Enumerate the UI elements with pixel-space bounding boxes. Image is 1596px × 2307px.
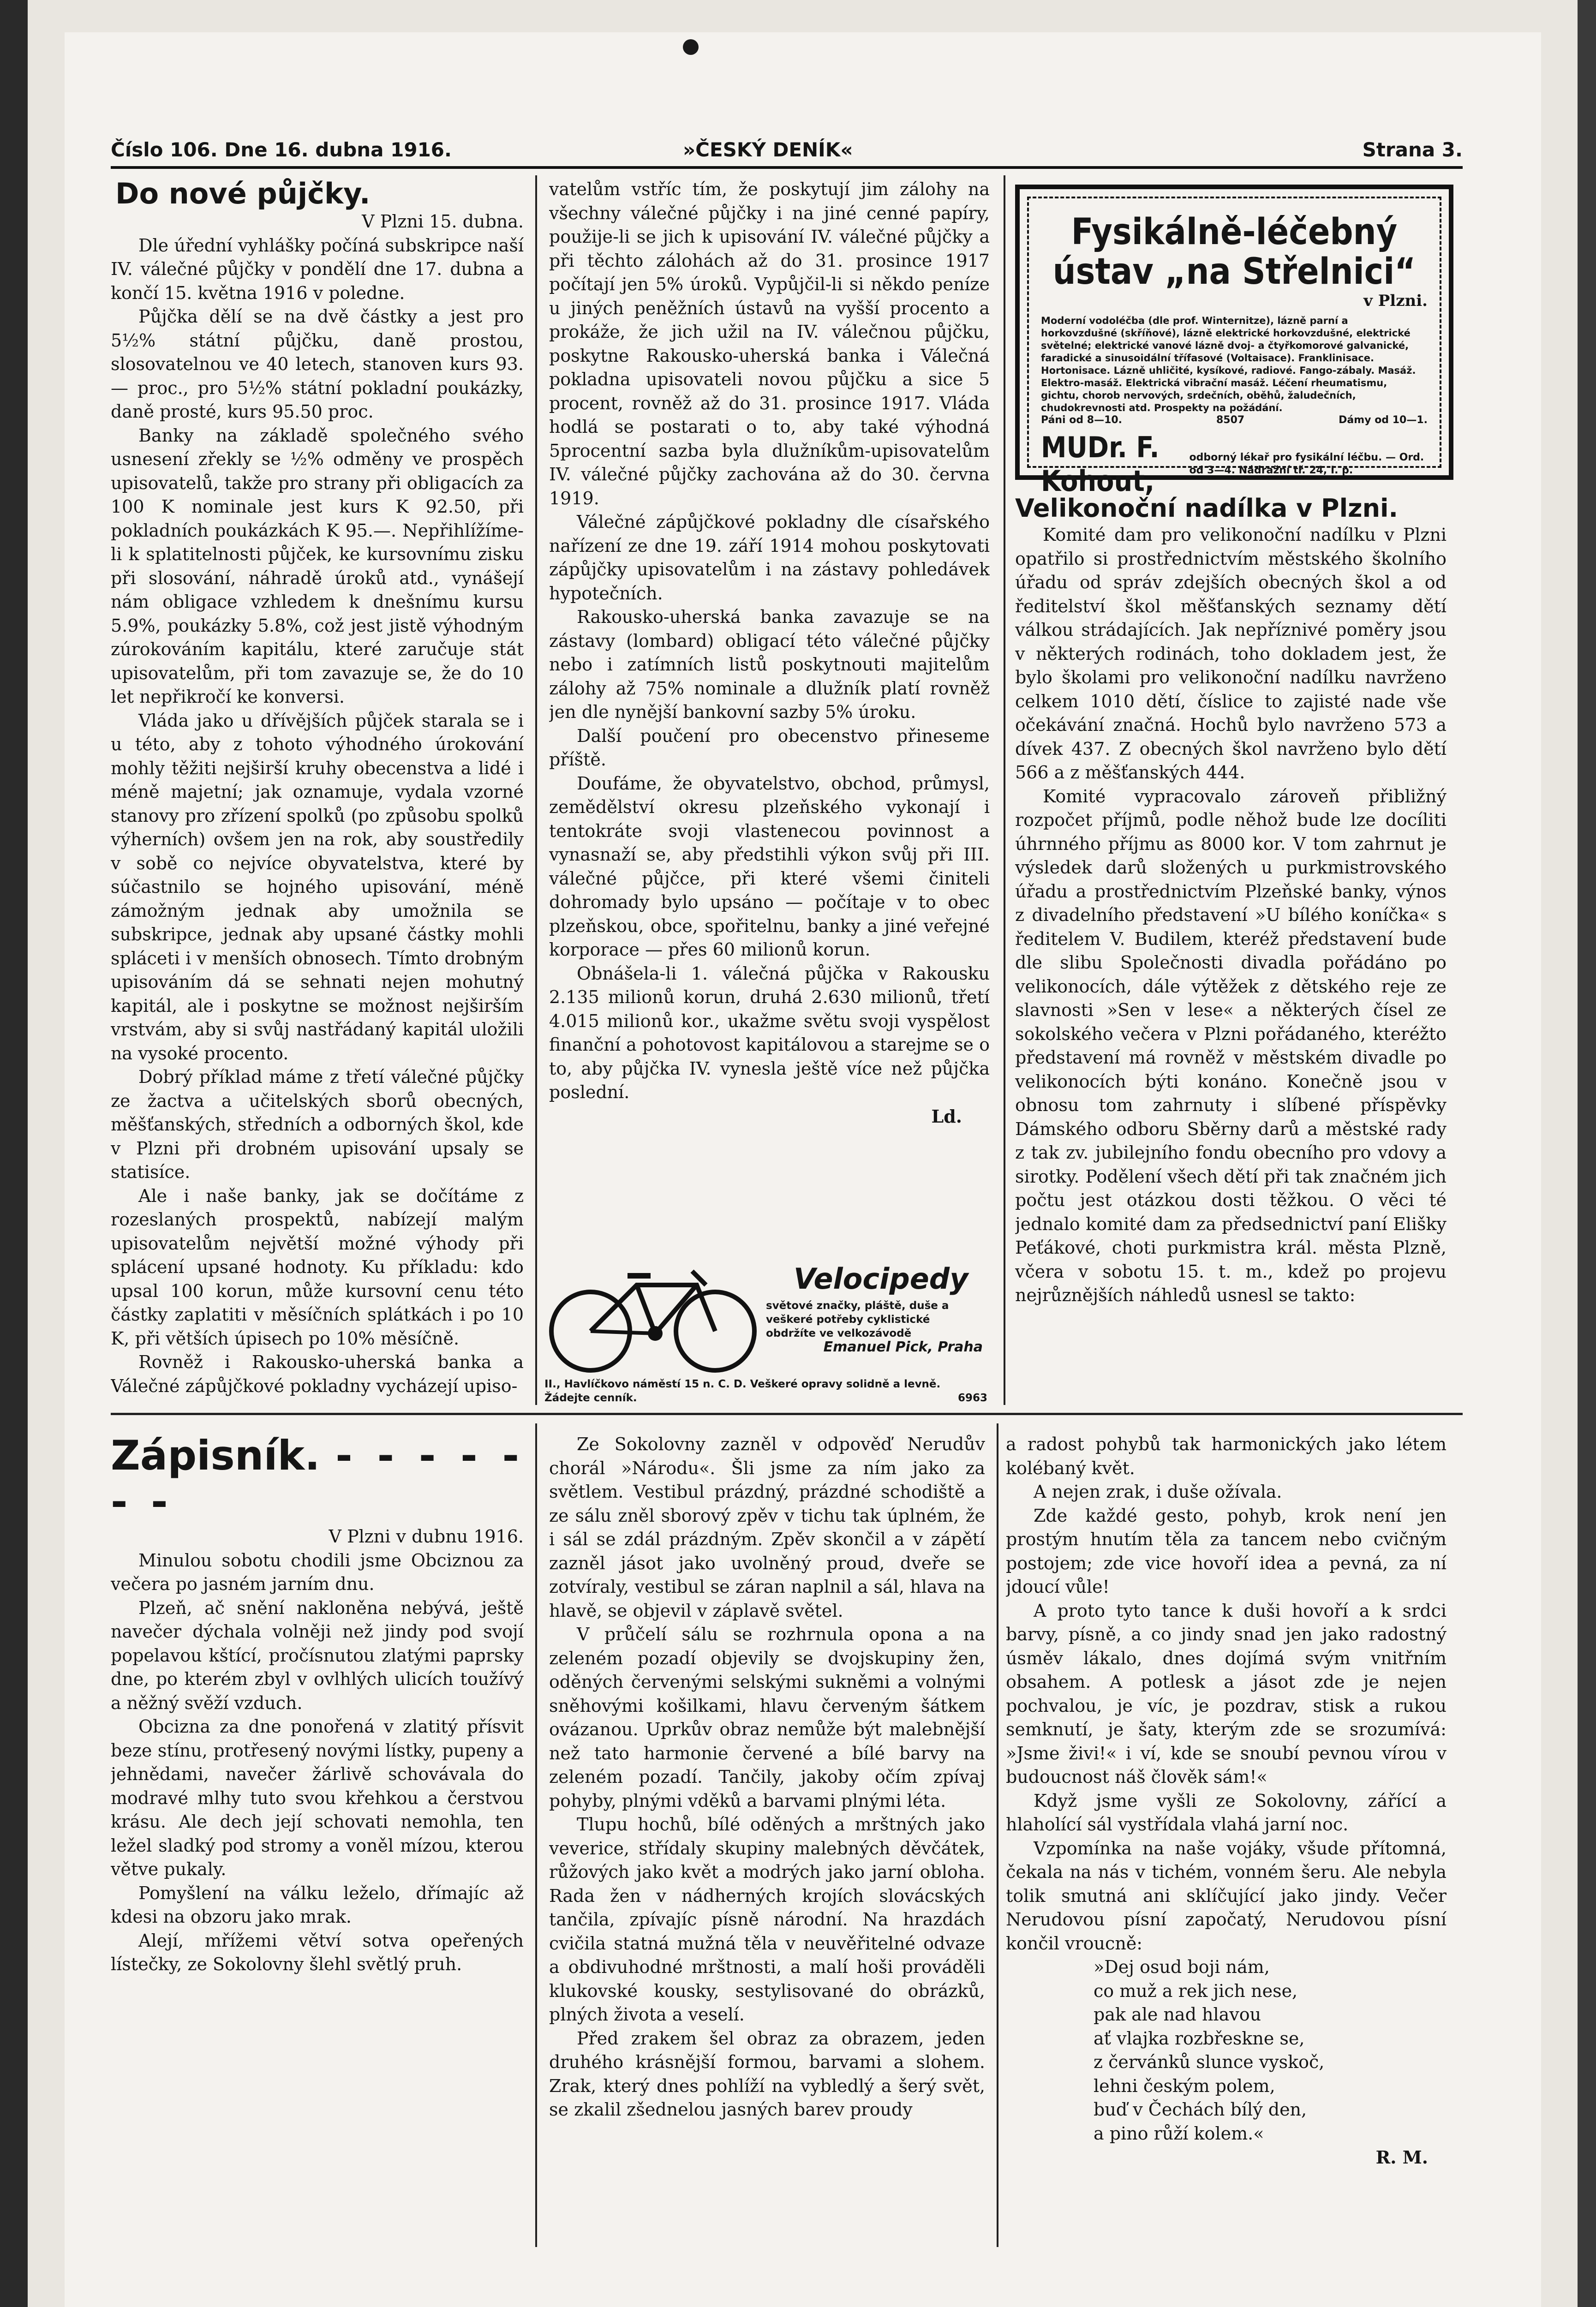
hours-women: Dámy od 10—1.	[1339, 414, 1428, 426]
paragraph: Půjčka dělí se na dvě částky a jest pro 5½% státní půjčku, daně prostou, slosovatelnou ve 40 letech, stanoven kurs 93.— proc., pro 5½% státní pokladní poukázky, daně prosté, kurs 95.50 proc.	[111, 306, 524, 422]
doctor-info: odborný lékař pro fysikální léčbu. — Ord. od 3—4. Nádražní tř. 24, I. p.	[1189, 452, 1424, 476]
dateline: V Plzni 15. dubna.	[362, 211, 524, 232]
column-rule	[535, 1423, 537, 2247]
article-loan-continued	[549, 178, 990, 1243]
scan-edge-left	[0, 0, 28, 2307]
ad-hours	[1041, 414, 1428, 426]
poem	[1006, 1955, 1447, 2146]
paragraph: Dle úřední vyhlášky počíná subskripce naší IV. válečné půjčky v pondělí dne 17. dubna a končí 15. května 1916 v poledne.	[111, 235, 524, 303]
paragraph: Alejí, mřížemi větví sotva opeřených lístečky, ze Sokolovny šlehl světlý pruh.	[111, 1930, 524, 1974]
paragraph: Ze Sokolovny zazněl v odpověď Nerudův chorál »Národu«. Šli jsme za ním jako za světlem. Vestibul prázdný, prázdné schodiště a ze sálu zněl sborový zpěv v tichu tak úplném, že i sál se zdál prázdným. Zpěv skončil a v zápětí zazněl jásot jako uvolněný proud, dveře se zotvíraly, vestibul se záran naplnil a sál, hlava na hlavě, se objevil v záplavě světel.	[549, 1434, 985, 1621]
article-title	[111, 1433, 524, 1525]
paragraph: Rovněž i Rakousko-uherská banka a Válečné zápůjčkové pokladny vycházejí upiso-	[111, 1352, 524, 1396]
bicycle-icon	[544, 1257, 766, 1377]
signature: R. M.	[1375, 2147, 1428, 2168]
paragraph: Minulou sobotu chodili jsme Obciznou za večera po jasném jarním dnu.	[111, 1550, 524, 1594]
poem-line: »Dej osud boji nám,	[1094, 1957, 1270, 1977]
title-dashes: - - - - - - -	[111, 1433, 524, 1525]
poem-line: buď v Čechách bílý den,	[1094, 2099, 1307, 2120]
spa-advertisement	[1015, 185, 1453, 498]
ad-code: 6963	[957, 1392, 987, 1404]
paragraph: Válečné zápůjčkové pokladny dle císařského nařízení ze dne 19. září 1914 mohou poskytovati zápůjčky upisovatelům i na zástavy pohledávek hypotečních.	[549, 512, 990, 604]
paragraph: Zde každé gesto, pohyb, krok není jen prostým hnutím těla za tancem nebo cvičným postojem; zde vice hovoří idea a pevná, za ní jdoucí vůle!	[1006, 1505, 1447, 1597]
poem-line: pak ale nad hlavou	[1094, 2004, 1261, 2025]
column-rule	[997, 1423, 998, 2247]
ad-footer	[544, 1377, 987, 1405]
paragraph: Komité dam pro velikonoční nadílku v Plzni opatřilo si prostřednictvím městského školního úřadu od správ zdejších obecných škol a od ředitelství škol měšťanských seznamy dětí válkou strádajících. Jak nepříznivé poměry jsou v některých rodinách, toho dokladem jest, že bylo školami pro velikonoční nadílku navrženo celkem 1010 dětí, číslice to zajisté nade vše očekávání značná. Hochů bylo navrženo 573 a dívek 437. Z obecných škol navrženo bylo dětí 566 a z měšťanských 444.	[1015, 525, 1447, 783]
ad-title: Velocipedy	[794, 1262, 968, 1296]
paragraph: vatelům vstříc tím, že poskytují jim zálohy na všechny válečné půjčky i na jiné cenné papíry, použije-li se jich k upisování IV. válečné půjčky a při těchto zálohách až do 31. prosince 1917 počítají jen 5% úroků. Vypůjčil-li si někdo peníze u jiných peněžních ústavů na vyšší procento a prokáže, že jich užil na IV. válečnou půjčku, poskytne Rakousko-uherská banka i Válečná pokladna upisovateli novou půjčku a sice 5 procent, rovněž až do 31. prosince 1917. Vláda hodlá se postarati o to, aby také výhodná 5procentní sazba byla dlužníkům-upisovatelům IV. válečné půjčky zachována až do 30. června 1919.	[549, 179, 990, 508]
poem-line: z červánků slunce vyskoč,	[1094, 2052, 1325, 2072]
hours-men: Páni od 8—10.	[1041, 414, 1123, 426]
poem-line: ať vlajka rozbřeskne se,	[1094, 2028, 1305, 2049]
paragraph: Další poučení pro obecenstvo přineseme příště.	[549, 725, 990, 770]
punch-hole	[683, 39, 699, 55]
poem-line: lehni českým polem,	[1094, 2075, 1275, 2096]
paragraph: Komité vypracovalo zároveň přibližný rozpočet příjmů, podle něhož bude lze docíliti úhrnného příjmu as 8000 kor. V tom zahrnut je výsledek darů složených u purkmistrovského úřadu a prostřednictvím Plzeňské banky, výnos z divadelního představení »U bílého koníčka« s ředitelem V. Budilem, kteréž představení bude dle slibu Společnosti divadla pořádáno po velikonocích, dále výtěžek z dětského reje ze slavnosti »Sen v lese« a některých čísel ze sokolského večera v Plzni pořádaného, kteréžto představení má rovněž v městském divadle po velikonocích býti konáno. Konečně jsou v obnosu tom zahrnuty i slíbené příspěvky Dámského odboru Sběrny darů a městské rady z tak zv. jubilejního fondu obecního pro vdovy a sirotky. Podělení všech dětí při tak značném jich počtu jest otázkou dosti těžkou. O věci té jednalo komité dam za předsednictví paní Elišky Peťákové, choti purkmistra král. města Plzně, včera v sobotu 15. t. m., kdež po projevu nejrůznějších náhledů usnesl se takto:	[1015, 786, 1447, 1305]
ad-address: II., Havlíčkovo náměstí 15 n. C. D. Veškeré opravy solidně a levně. Žádejte cenník.	[544, 1378, 941, 1404]
notebook-title: Zápisník.	[111, 1433, 320, 1479]
column-rule	[535, 175, 537, 1405]
paragraph: Vzpomínka na naše vojáky, všude přítomná, čekala na nás v tichém, vonném šeru. Ale nebyla tolik smutná ani sklíčující jako jindy. Večer Nerudovou písní započatý, Nerudovou písní končil vroucně:	[1006, 1838, 1447, 1954]
poem-line: co muž a rek jich nese,	[1094, 1980, 1298, 2001]
page-number: Strana 3.	[1362, 138, 1463, 161]
paragraph: Vláda jako u dřívějších půjček starala se i u této, aby z tohoto výhodného úrokování mohly těžiti nejširší kruhy obecenstva a lidé i méně majetní; jak oznamuje, vydala vzorné stanovy pro zřízení spolků (po způsobu spolků výherních) ovšem jen na rok, aby soustředily v sobě co nejvíce obyvatelstva, které by súčastnilo se hojného upisování, méně zámožným jednak aby umožnila se subskripce, jednak aby upsané částky mohli spláceti i v menších obnosech. Tímto drobným upisováním dá se sehnati nejen mohutný kapitál, ale i poskytne se možnost nejširším vrstvám, aby si svůj nastřádaný kapitál uložili na vysoké procento.	[111, 710, 524, 1064]
paragraph: Obnášela-li 1. válečná půjčka v Rakousku 2.135 milionů korun, druhá 2.630 milionů, třetí 4.015 milionů kor., ukažme světu svoji vyspělost finanční a pohotovost kapitálovou a starejme se o to, aby půjčka IV. vynesla ještě více než půjčka poslední.	[549, 963, 990, 1102]
ad-body	[766, 1299, 983, 1354]
paragraph: V průčelí sálu se rozhrnula opona a na zeleném pozadí objevily se dvojskupiny žen, oděných červenými selskými sukněmi a volnými sněhovými košilkami, hlavu červeným šátkem ovázanou. Uprkův obraz nemůže být malebnější než tato harmonie červené a bílé barvy na zeleném pozadí. Tančily, jakoby očím zpívaj pohyby, plnými vděků a barvami plnými léta.	[549, 1624, 985, 1811]
paragraph: Doufáme, že obyvatelstvo, obchod, průmysl, zemědělství okresu plzeňského vykonají i tentokráte svoji vlastenecou povinnost a vynasnaží se, aby předstihli výkon svůj při III. válečné půjčce, při které všemi činiteli dohromady bylo upsáno — počítaje v to obec plzeňskou, obce, spořitelnu, banky a jiné veřejné korporace — přes 60 milionů korun.	[549, 773, 990, 960]
paragraph: Banky na základě společného svého usnesení zřekly se ½% odměny ve prospěch upisovatelů, takže pro strany při obligacích za 100 K nominale jest kurs K 92.50, při pokladních poukázkách K 95.—. Nepřihlížíme-li k splatitelnosti půjček, ke kursovnímu zisku při slosování, náhradě úroků atd., vynášejí nám obligace vzhledem k dnešnímu kursu 5.9%, poukázky 5.8%, což jest jistě výhodným zúrokováním kapitálu, které zaručuje stát upisovatelům, při tom zavazuje se, že do 10 let nepřikročí ke konversi.	[111, 425, 524, 707]
ad-text: světové značky, pláště, duše a veškeré potřeby cyklistické obdržíte ve velkozávodě	[766, 1300, 949, 1339]
phone: 8507	[1216, 414, 1245, 426]
paragraph: a radost pohybů tak harmonických jako létem kolébaný květ.	[1006, 1434, 1447, 1478]
signature: Ld.	[931, 1106, 962, 1127]
paragraph: Rakousko-uherská banka zavazuje se na zástavy (lombard) obligací této válečné půjčky nebo i zatímních listů poskytnouti majitelům zálohy až 75% nominale a dlužník platí rovněž jen dle nynější bankovní sazby 5% úroku.	[549, 607, 990, 722]
poem-line: a pino růží kolem.«	[1094, 2123, 1264, 2144]
article-notebook-continued	[549, 1433, 985, 2245]
article-title: Velikonoční nadílka v Plzni.	[1015, 494, 1399, 523]
ad-inner	[1027, 197, 1441, 498]
article-notebook	[111, 1433, 524, 2245]
paragraph: Plzeň, ač snění nakloněna nebývá, ještě navečer dýchala volněji než jindy pod svojí popelavou kštící, pročísnutou zlatými paprsky dne, po kterém zbyl v ovlhlých ulicích toužívý a něžný svěží vzduch.	[111, 1597, 524, 1713]
paragraph: A proto tyto tance k duši hovoří a k srdci barvy, písně, a co jindy snad jen jako radostný úsměv lákalo, dnes dojímá svým vnitřním obsahem. A potlesk a jásot zde je nejen pochvalou, je víc, je pozdrav, stisk a rukou semknutí, je šaty, kterým zde se srozumívá: »Jsme živi!« i ví, kde se snoubí pevnou vírou v budoucnost náš člověk sám!«	[1006, 1600, 1447, 1787]
dateline: V Plzni v dubnu 1916.	[329, 1526, 524, 1547]
paragraph: Když jsme vyšli ze Sokolovny, zářící a hlaholící sál vystřídala vlahá jarní noc.	[1006, 1790, 1447, 1835]
issue-info: Číslo 106. Dne 16. dubna 1916.	[111, 138, 452, 161]
paragraph: Tlupu hochů, bílé oděných a mrštných jako veverice, střídaly skupiny malebných děvčátek, růžových jako květ a modrých jako jarní obloha. Rada žen v nádherných krojích slovácských tančila, zpívajíc písně národní. Na hrazdách cvičila statná mužná těla v neuvěřitelné odvaze a obdivuhodné mrštnosti, a malí hoši prováděli klukovské kousky, sestylisované do obrázků, plných života a veselí.	[549, 1814, 985, 2025]
article-loan	[111, 178, 524, 1405]
paragraph: Pomyšlení na válku leželo, dřímajíc až kdesi na obzoru jako mrak.	[111, 1883, 524, 1927]
article-title: Do nové půjčky.	[115, 178, 371, 210]
doctor-line	[1041, 430, 1428, 498]
column-rule	[1004, 175, 1005, 1405]
paragraph: Dobrý příklad máme z třetí válečné půjčky ze žactva a učitelských sborů obecných, měšťanských, středních a odborných škol, kde v Plzni při drobném upisování upsaly se statisíce.	[111, 1067, 524, 1182]
doctor-name: MUDr. F. Kohout,	[1041, 430, 1160, 498]
ad-company: Emanuel Pick, Praha	[823, 1339, 983, 1355]
scan-edge-right	[1578, 0, 1596, 2307]
article-easter	[1015, 494, 1447, 1405]
page-header	[111, 138, 1463, 169]
paragraph: A nejen zrak, i duše ožívala.	[1034, 1482, 1282, 1502]
ad-title: Fysikálně-léčebný ústav „na Střelnici“	[1052, 211, 1416, 293]
article-notebook-end	[1006, 1433, 1447, 2245]
ad-subtitle: v Plzni.	[1363, 292, 1428, 310]
paragraph: Obcizna za dne ponořená v zlatitý přísvit beze stínu, protřesený novými lístky, pupeny a jehnědami, navečer žárlivě schovávala do modravé mlhy tuto svou křehkou a čerstvou krásu. Ale dech její schovati nemohla, ten ležel sladký pod stromy a voněl mízou, kterou větve pukaly.	[111, 1716, 524, 1879]
bicycle-advertisement	[544, 1253, 987, 1419]
paragraph: Ale i naše banky, jak se dočítáme z rozeslaných prospektů, nabízejí malým upisovatelům největší možné výhody při splácení upsané hodnoty. Ku příkladu: kdo upsal 100 korun, může kursovní cenu této částky zaplatiti v měsíčních splátkách i po 10 K, při větších úpisech po 10% měsíčně.	[111, 1185, 524, 1349]
ad-text: Moderní vodoléčba (dle prof. Winternitze), lázně parní a horkovzdušné (skříňové), lázně elektrické horkovzdušné, elektrické světelné; elektrické vanové lázně dvoj- a čtyřkomorové galvanické, faradické a sinusoidální třífasové (Voltaisace). Franklinisace. Hortonisace. Lázně uhličité, kysíkové, radiové. Fango-zábaly. Masáž. Elektro-masáž. Elektrická vibrační masáž. Léčení rheumatismu, gichtu, chorob nervových, srdečních, oběhů, žaludečních, chudokrevnosti atd. Prospekty na požádání.	[1041, 315, 1416, 413]
paper-name: »ČESKÝ DENÍK«	[683, 138, 853, 161]
paragraph: Před zrakem šel obraz za obrazem, jeden druhého krásnější formou, barvami a slohem. Zrak, který dnes pohlíží na vybledlý a šerý svět, se zkalil zšednelou jasných barev proudy	[549, 2028, 985, 2120]
